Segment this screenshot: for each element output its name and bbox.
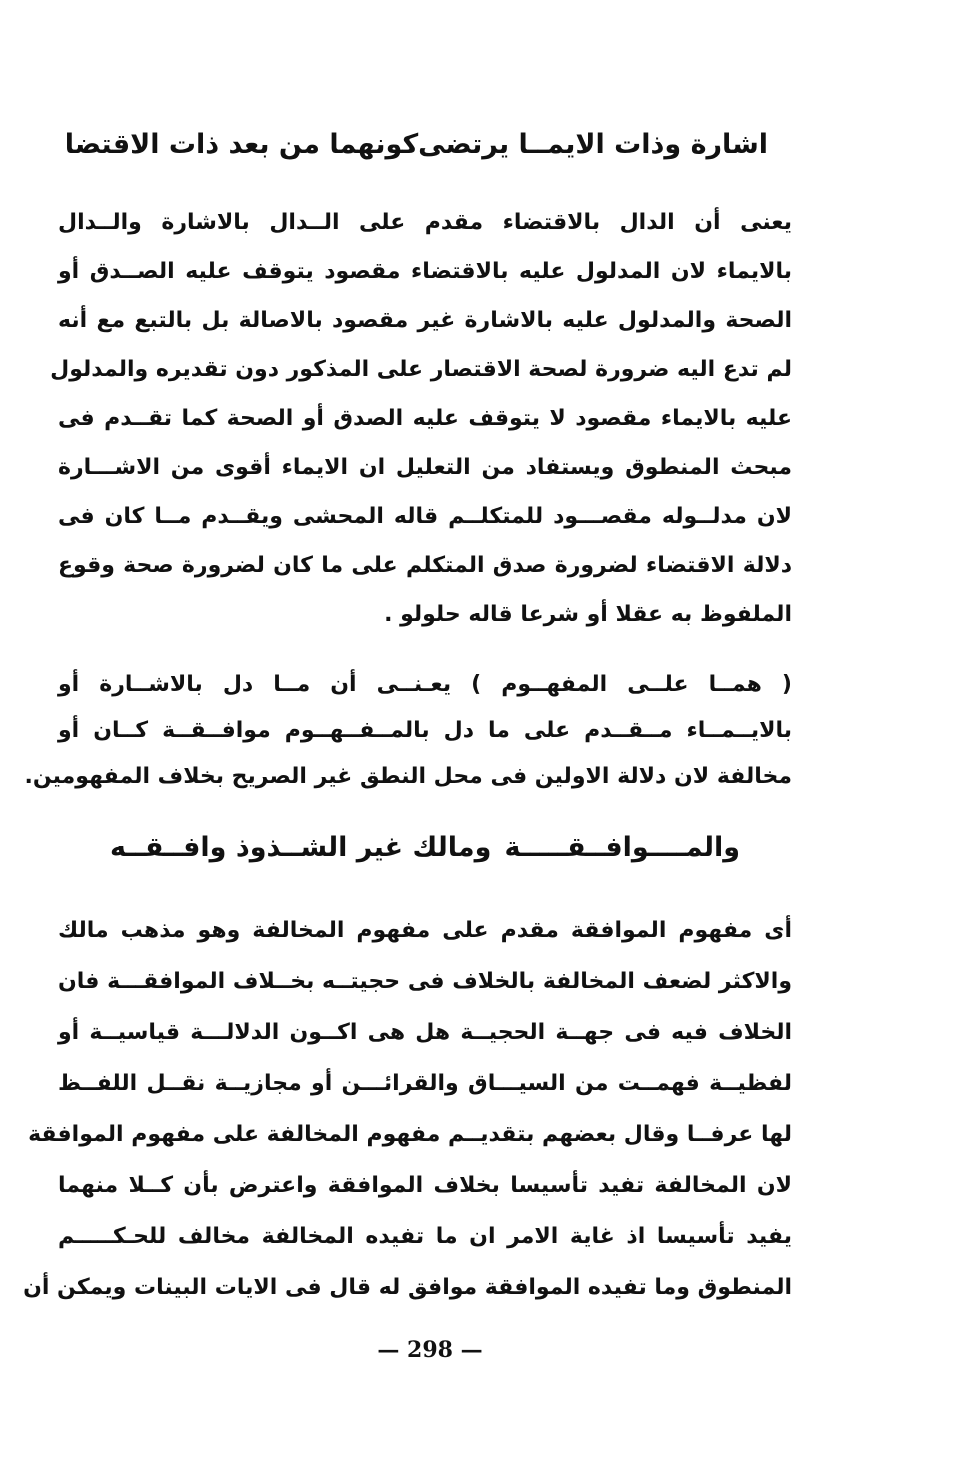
text-line: الصحة والمدلول عليه بالاشارة غير مقصود بالاصالة بل بالتبع مع أنه (58, 308, 792, 333)
text-line: عليه بالايماء مقصود لا يتوقف عليه الصدق أو الصحة كما تقــدم فى (58, 406, 792, 431)
verse-line-2 (110, 828, 740, 868)
verse-2-left-hemistich: ومالك غير الشــذوذ وافــقــه (110, 832, 492, 863)
verse-1-right-hemistich: اشارة وذات الايمــا يرتضى (418, 129, 768, 160)
text-line: لها عرفــا وقال بعضهم بتقديــم مفهوم المخالفة على مفهوم الموافقة (28, 1122, 792, 1147)
verse-line-1 (64, 125, 768, 165)
text-line: مخالفة لان دلالة الاولين فى محل النطق غير الصريح بخلاف المفهومين. (24, 764, 792, 789)
text-line: المنطوق وما تفيده الموافقة موافق له قال فى الايات البينات ويمكن أن (23, 1275, 792, 1300)
text-line: أى مفهوم الموافقة مقدم على مفهوم المخالفة وهو مذهب مالك (58, 918, 792, 943)
text-line: يفيد تأسيسا اذ غاية الامر ان ما تفيده المخالفة مخالف للحـكـــــم (58, 1224, 792, 1249)
text-line: لفظيــة فهمــت من السيـــاق والقرائـــن أو مجازيــة نقــل اللفــظ (58, 1071, 792, 1096)
text-line: لان مدلــوله مقصـــود للمتكلــم قاله المحشى ويقــدم مــا كان فى (58, 504, 792, 529)
text-line: دلالة الاقتضاء لضرورة صدق المتكلم على ما كان لضرورة صحة وقوع (58, 553, 792, 578)
text-line: ( همــا علــى المفهــوم ) يعـنــى أن مــا دل بالاشــارة أو (58, 672, 792, 697)
text-line: يعنى أن الدال بالاقتضاء مقدم على الــدال بالاشارة والــدال (58, 210, 792, 235)
verse-2-right-hemistich: والمــــوافــقـــــة (504, 832, 740, 863)
text-line: لم تدع اليه ضرورة لصحة الاقتصار على المذكور دون تقديره والمدلول (50, 357, 792, 382)
text-line: لان المخالفة تفيد تأسيسا بخلاف الموافقة واعترض بأن كــلا منهما (58, 1173, 792, 1198)
commentary-paragraph-1 (50, 198, 792, 639)
text-line: بالايــمــاء مــقــدم على ما دل بالمــفــهــوم موافــقــة كــان أو (58, 718, 792, 743)
text-line: بالايماء لان المدلول عليه بالاقتضاء مقصود يتوقف عليه الصــدق أو (58, 259, 792, 284)
text-line: الخلاف فيه فى جهــة الحجيــة هل هى اكــون الدلالـــة قياسيــة أو (58, 1020, 792, 1045)
text-line: مبحث المنطوق ويستفاد من التعليل ان الايماء أقوى من الاشـــارة (58, 455, 792, 480)
commentary-paragraph-2 (24, 662, 792, 800)
verse-1-left-hemistich: كونهما من بعد ذات الاقتضا (64, 129, 419, 160)
text-line: الملفوظ به عقلا أو شرعا قاله حلولو . (384, 602, 792, 627)
commentary-paragraph-3 (23, 905, 792, 1313)
page-number: — 298 — (377, 1337, 483, 1363)
text-line: والاكثر لضعف المخالفة بالخلاف فى حجيتــه بخــلاف الموافقـــة فان (58, 969, 792, 994)
